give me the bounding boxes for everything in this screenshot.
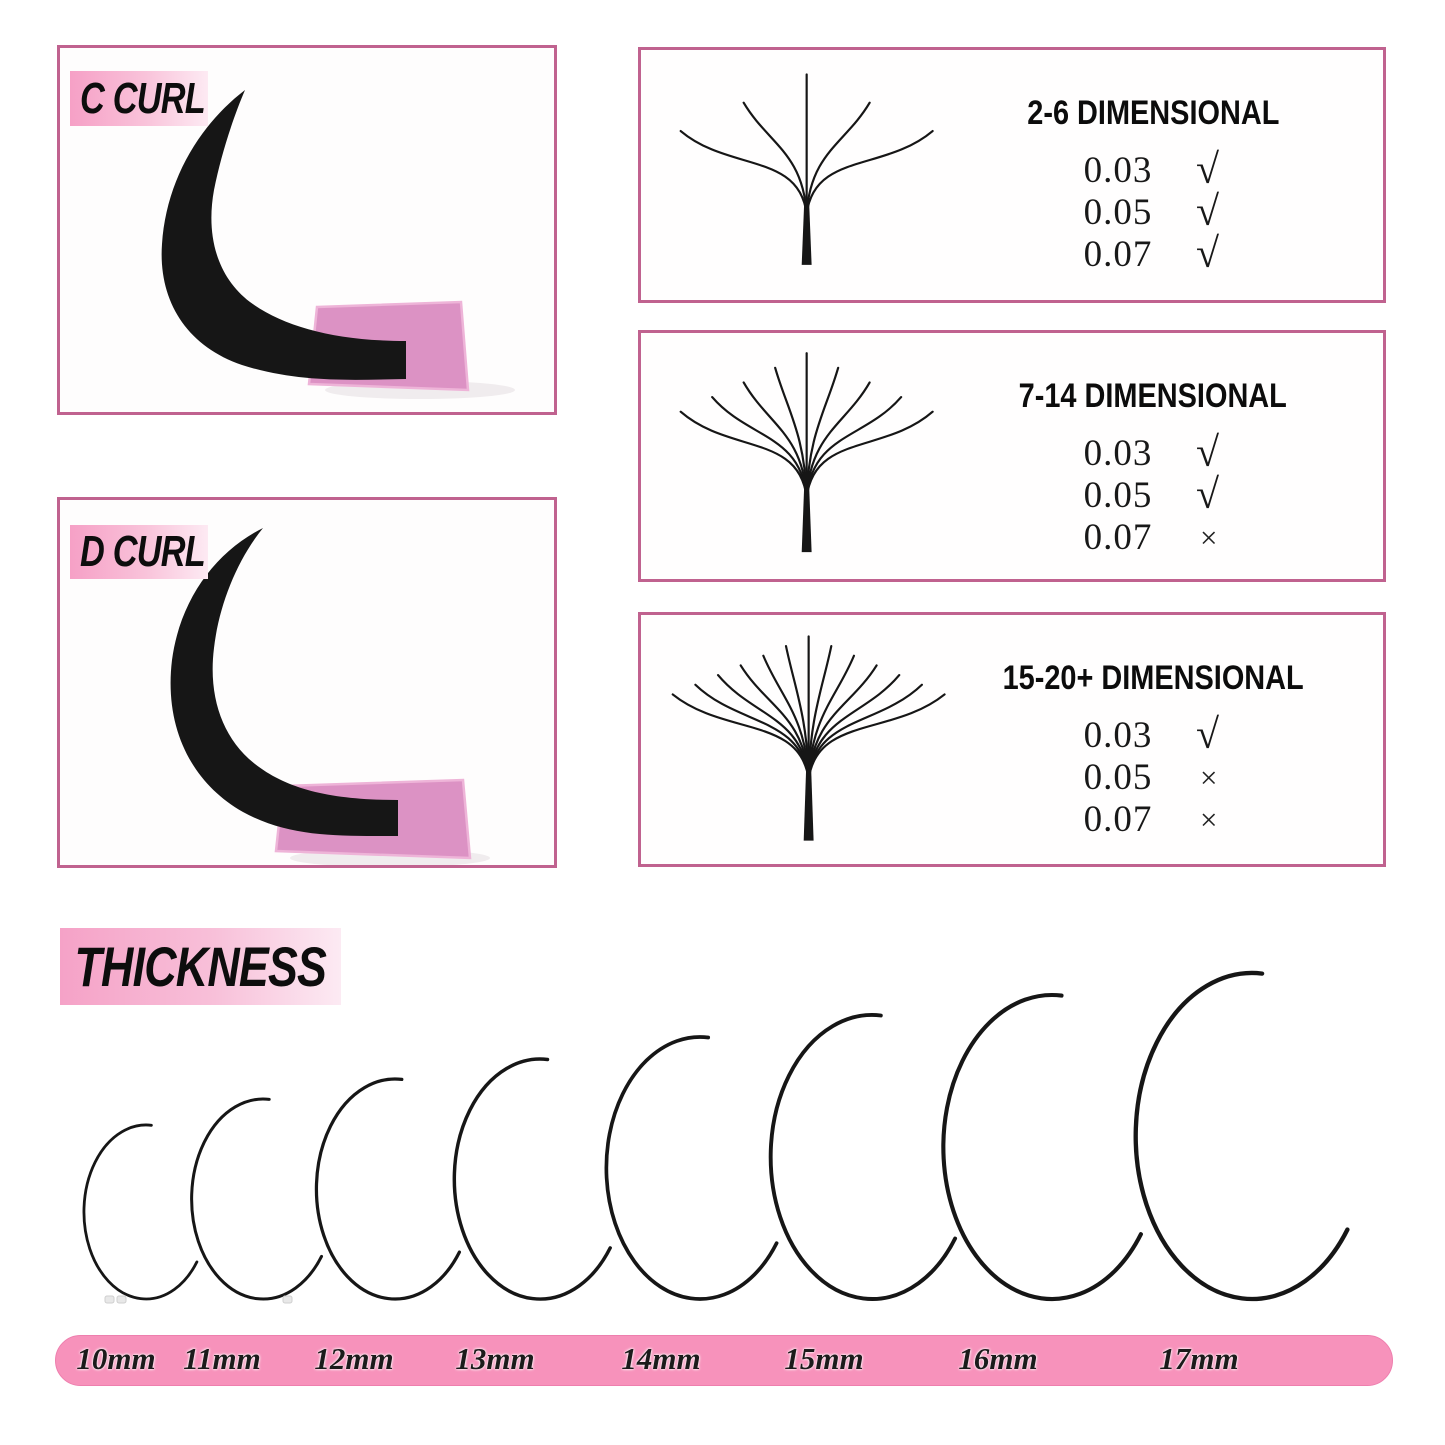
- fan-stem: [802, 205, 812, 265]
- thickness-value: 0.07: [1083, 233, 1153, 275]
- spec-row: [903, 233, 1403, 275]
- dimensional-title-text: 7-14 DIMENSIONAL: [1018, 377, 1288, 415]
- d-curl-label: [70, 525, 208, 579]
- length-label-14mm: 14mm: [621, 1341, 701, 1376]
- dimensional-specs: [903, 615, 1403, 864]
- glue-bead: [283, 1296, 292, 1303]
- availability-mark: √: [1196, 430, 1220, 476]
- length-label-15mm: 15mm: [784, 1341, 864, 1376]
- thickness-value: 0.07: [1083, 798, 1153, 840]
- availability-mark: √: [1196, 472, 1220, 518]
- fan-lash-strand: [744, 103, 807, 214]
- d-curl-box: [57, 497, 557, 868]
- c-curl-box: [57, 45, 557, 415]
- dimensional-specs: [903, 50, 1403, 300]
- dimensional-box-7-14: [638, 330, 1386, 582]
- spec-row: [903, 516, 1403, 558]
- length-label-12mm: 12mm: [314, 1341, 394, 1376]
- length-label-17mm: 17mm: [1159, 1341, 1239, 1376]
- d-curl-label-text: D CURL: [80, 527, 205, 576]
- thickness-lash-curve: [943, 995, 1141, 1299]
- availability-mark: √: [1196, 189, 1220, 235]
- c-curl-label-text: C CURL: [80, 73, 205, 123]
- availability-mark: √: [1196, 231, 1220, 277]
- thickness-value: 0.05: [1083, 191, 1153, 233]
- availability-mark: √: [1196, 147, 1220, 193]
- fan-lash-strand: [681, 131, 807, 214]
- glue-bead: [117, 1296, 126, 1303]
- fan-lash-strand: [681, 412, 807, 498]
- fan-lash-strand: [718, 675, 809, 779]
- length-label-10mm: 10mm: [76, 1341, 156, 1376]
- availability-mark: ×: [1200, 519, 1218, 555]
- thickness-value: 0.03: [1083, 432, 1153, 474]
- fan-lash-strand: [744, 382, 807, 497]
- spec-row: [903, 149, 1403, 191]
- availability-mark: √: [1196, 712, 1220, 758]
- spec-row: [903, 756, 1403, 798]
- spec-row: [903, 714, 1403, 756]
- thickness-lash-curve: [192, 1099, 322, 1299]
- spec-row: [903, 474, 1403, 516]
- fan-lash-strand: [695, 685, 808, 780]
- thickness-lash-curve: [771, 1015, 955, 1299]
- spec-row: [903, 432, 1403, 474]
- thickness-value: 0.03: [1083, 714, 1153, 756]
- thickness-value: 0.07: [1083, 516, 1153, 558]
- dimensional-box-2-6: [638, 47, 1386, 303]
- fan-lash-strand: [809, 665, 877, 779]
- fan-stem: [802, 489, 812, 552]
- thickness-lash-curve: [84, 1125, 197, 1299]
- dimensional-title: [903, 94, 1403, 133]
- length-label-16mm: 16mm: [958, 1341, 1038, 1376]
- thickness-value: 0.05: [1083, 756, 1153, 798]
- glue-bead: [105, 1296, 114, 1303]
- length-label-13mm: 13mm: [455, 1341, 535, 1376]
- dimensional-title: [903, 377, 1403, 416]
- fan-lash-strand: [807, 103, 870, 214]
- spec-row: [903, 798, 1403, 840]
- dimensional-title: [903, 659, 1403, 698]
- thickness-lash-curve: [454, 1059, 610, 1299]
- fan-stem: [804, 771, 814, 841]
- thickness-lash-curve: [606, 1037, 776, 1299]
- availability-mark: ×: [1200, 759, 1218, 795]
- dimensional-box-15-20: [638, 612, 1386, 867]
- thickness-lash-curve: [1136, 973, 1348, 1299]
- thickness-heading: [60, 928, 341, 1005]
- fan-lash-strand: [807, 382, 870, 497]
- thickness-value: 0.05: [1083, 474, 1153, 516]
- fan-lash-strand: [741, 665, 809, 779]
- c-curl-label: [70, 71, 208, 126]
- spec-row: [903, 191, 1403, 233]
- thickness-heading-text: THICKNESS: [74, 935, 327, 998]
- availability-mark: ×: [1200, 801, 1218, 837]
- fan-lash-strand: [809, 675, 900, 779]
- dimensional-specs: [903, 333, 1403, 579]
- length-label-11mm: 11mm: [183, 1341, 261, 1376]
- dimensional-title-text: 15-20+ DIMENSIONAL: [1002, 659, 1304, 697]
- thickness-value: 0.03: [1083, 149, 1153, 191]
- dimensional-title-text: 2-6 DIMENSIONAL: [1026, 94, 1280, 132]
- thickness-lash-curve: [316, 1079, 459, 1299]
